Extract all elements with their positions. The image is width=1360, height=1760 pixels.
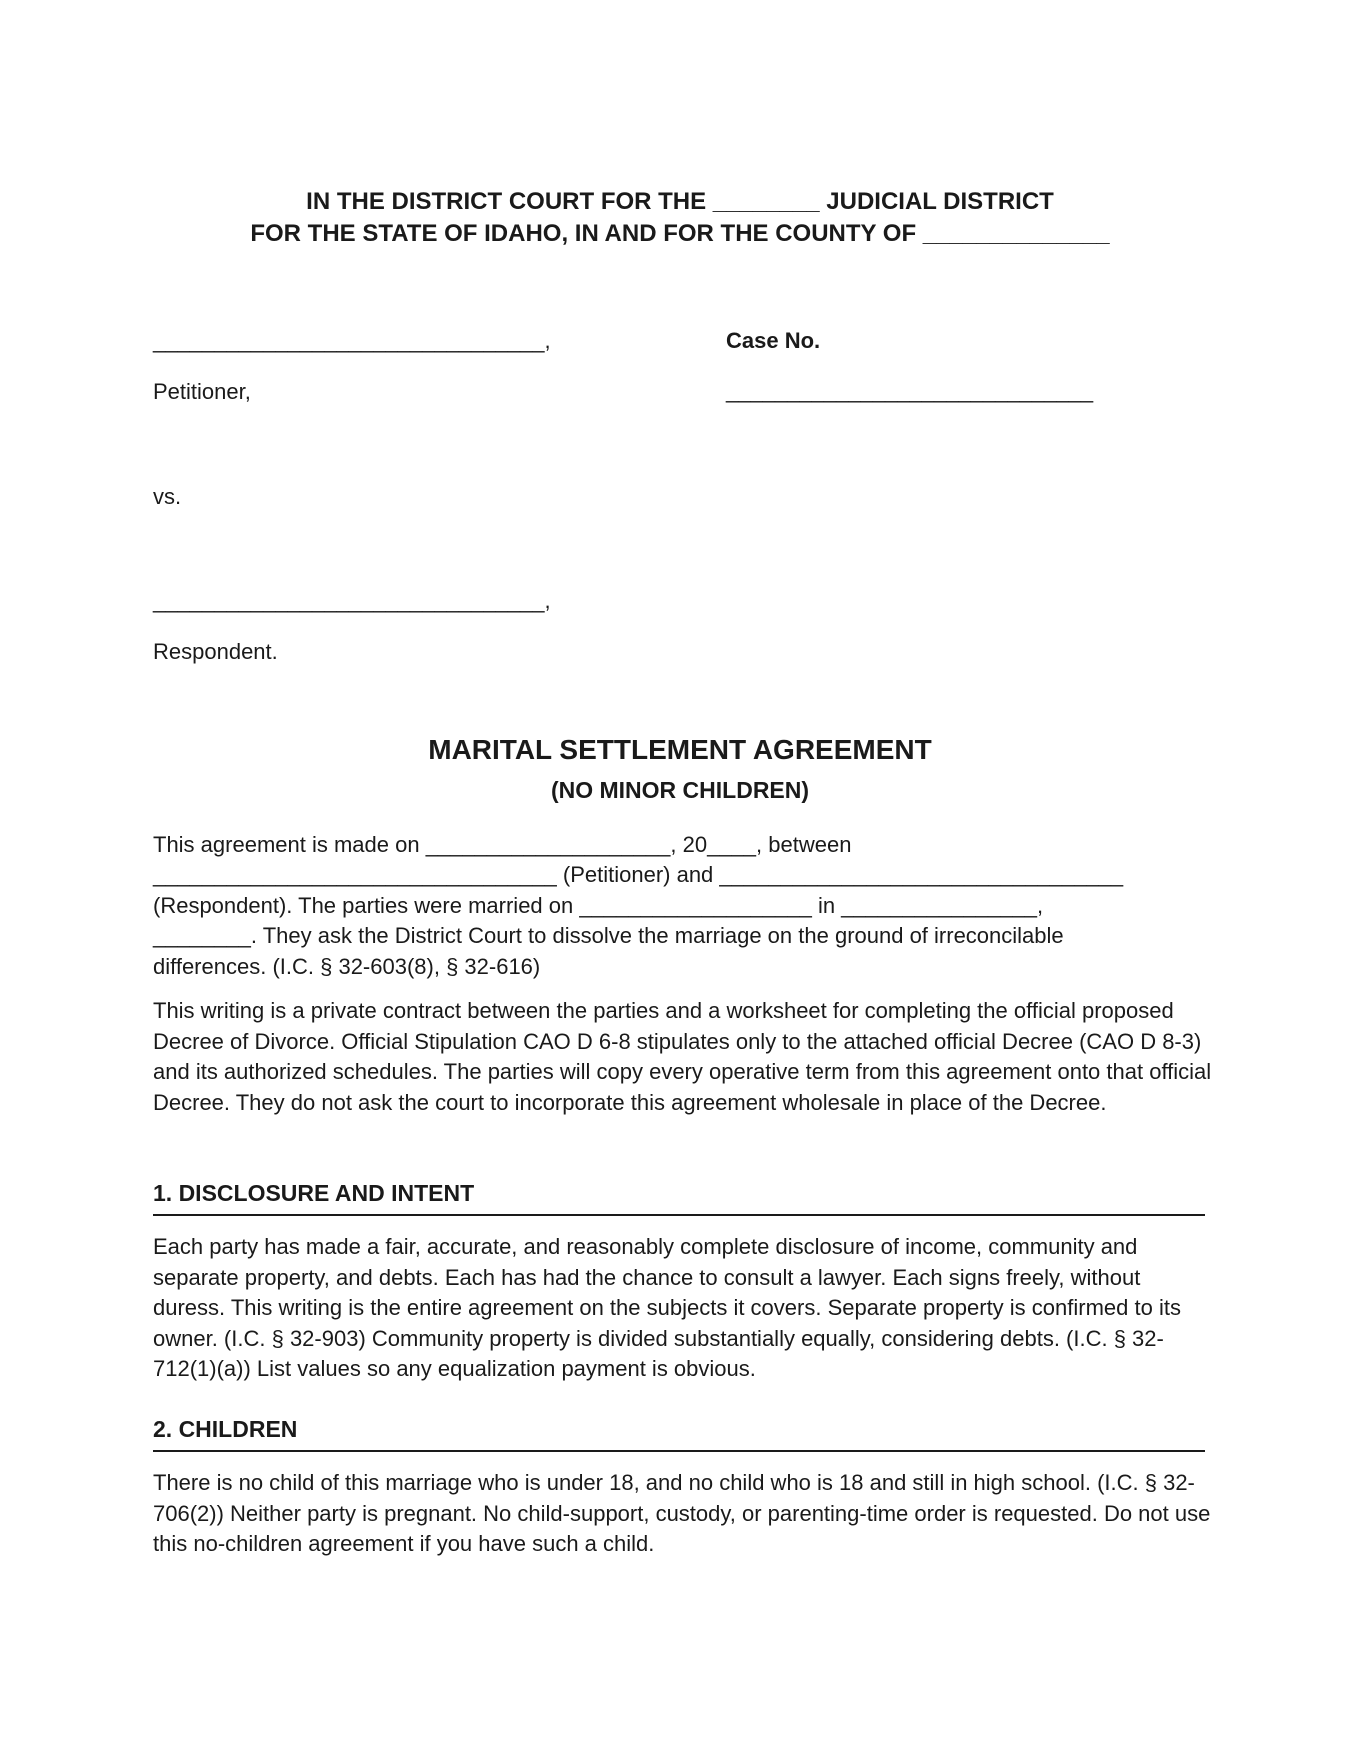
private-contract-paragraph: This writing is a private contract between the parties and a worksheet for completing the official proposed Decree of Divorce. Official Stipulation CAO D 6-8 stipulates only to the attached official Decree (CAO D 8-3) and its authorized schedules. The parties will copy every operative term from this agreement onto that official Decree. They do not ask the court to incorporate this agreement wholesale in place of the Decree. [153, 998, 1212, 1115]
petitioner-label: Petitioner, [153, 379, 251, 404]
intro-line-1: This agreement is made on ____________________, 20____, between [153, 832, 852, 857]
case-no-blank[interactable]: ______________________________ [726, 378, 1094, 403]
intro-line-5: differences. (I.C. § 32-603(8), § 32-616) [153, 954, 541, 979]
court-header-line-1: IN THE DISTRICT COURT FOR THE ________ JUDICIAL DISTRICT [306, 188, 1054, 215]
respondent-label: Respondent. [153, 639, 278, 664]
intro-line-3: (Respondent). The parties were married on ___________________ in ________________, [153, 893, 1044, 918]
intro-line-4: ________. They ask the District Court to dissolve the marriage on the ground of irreconcilable [153, 923, 1064, 948]
respondent-name-blank[interactable]: ________________________________, [153, 588, 551, 613]
section-heading-children: 2. CHILDREN [153, 1416, 1205, 1452]
document-subtitle: (NO MINOR CHILDREN) [550, 777, 810, 803]
section-text-children: There is no child of this marriage who is under 18, and no child who is 18 and still in high school. (I.C. § 32-706(2)) Neither party is pregnant. No child-support, custody, or parenting-time order is requested. Do not use this no-children agreement if you have such a child. [153, 1470, 1211, 1556]
section-text-disclosure: Each party has made a fair, accurate, and reasonably complete disclosure of income, community and separate property, and debts. Each has had the chance to consult a lawyer. Each signs freely, without duress. This writing is the entire agreement on the subjects it covers. Separate property is confirmed to its owner. (I.C. § 32-903) Community property is divided substantially equally, considering debts. (I.C. § 32-712(1)(a)) List values so any equalization payment is obvious. [153, 1234, 1181, 1381]
vs-label: vs. [153, 484, 182, 509]
section-heading-disclosure: 1. DISCLOSURE AND INTENT [153, 1180, 1205, 1216]
case-no-label: Case No. [726, 328, 821, 353]
petitioner-name-blank[interactable]: ________________________________, [153, 328, 551, 353]
document-title: MARITAL SETTLEMENT AGREEMENT [428, 734, 932, 765]
court-header-line-2: FOR THE STATE OF IDAHO, IN AND FOR THE COUNTY OF ______________ [250, 220, 1110, 247]
intro-line-2: _________________________________ (Petitioner) and _________________________________ [153, 862, 1124, 887]
